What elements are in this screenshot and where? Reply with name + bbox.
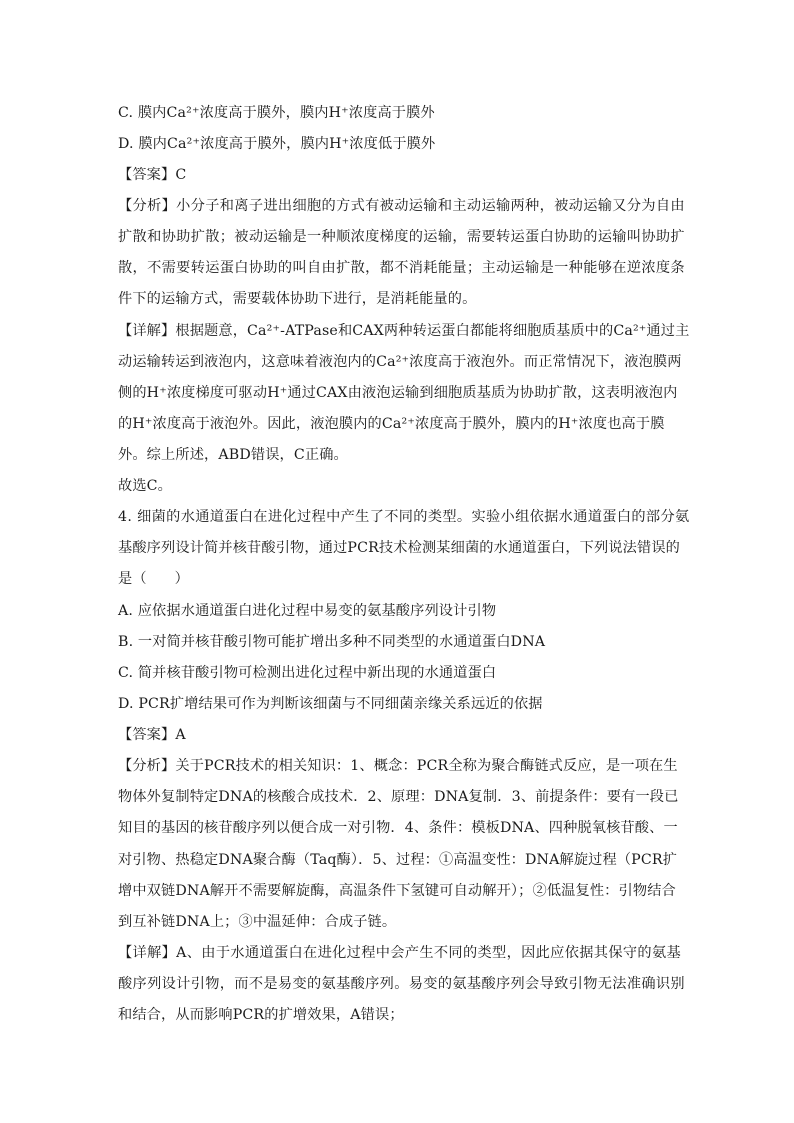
- analysis-line: 件下的运输方式，需要载体协助下进行，是消耗能量的。: [118, 291, 477, 307]
- analysis-line: 增中双链DNA解开不需要解旋酶，高温条件下氢键可自动解开）；②低温复性：引物结合: [118, 883, 676, 899]
- answer-line: 【答案】A: [118, 727, 186, 743]
- option-d-line: D. 膜内Ca²⁺浓度高于膜外，膜内H⁺浓度低于膜外: [118, 136, 436, 152]
- analysis-line: 【分析】小分子和离子进出细胞的方式有被动运输和主动运输两种，被动运输又分为自由: [118, 198, 685, 214]
- option-a-line: A. 应依据水通道蛋白进化过程中易变的氨基酸序列设计引物: [118, 603, 497, 619]
- option-c-line: C. 膜内Ca²⁺浓度高于膜外，膜内H⁺浓度高于膜外: [118, 105, 435, 121]
- option-b-line: B. 一对简并核苷酸引物可能扩增出多种不同类型的水通道蛋白DNA: [118, 634, 546, 650]
- answer-line: 【答案】C: [118, 167, 187, 183]
- analysis-line: 知目的基因的核苷酸序列以便合成一对引物．4、条件：模板DNA、四种脱氧核苷酸、一: [118, 820, 678, 836]
- explanation-line: 侧的H⁺浓度梯度可驱动H⁺通过CAX由液泡运输到细胞质基质为协助扩散，这表明液泡内: [118, 385, 678, 401]
- analysis-line: 对引物、热稳定DNA聚合酶（Taq酶）．5、过程：①高温变性：DNA解旋过程（PCR扩: [118, 852, 678, 868]
- explanation-line: 【详解】根据题意，Ca²⁺-ATPase和CAX两种转运蛋白都能将细胞质基质中的Ca²⁺通过主: [118, 323, 690, 339]
- analysis-line: 物体外复制特定DNA的核酸合成技术．2、原理：DNA复制．3、前提条件：要有一段已: [118, 789, 679, 805]
- analysis-line: 散，不需要转运蛋白协助的叫自由扩散，都不消耗能量；主动运输是一种能够在逆浓度条: [118, 260, 685, 276]
- question-line: 是（ ）: [118, 571, 189, 587]
- explanation-line: 的H⁺浓度高于液泡外。因此，液泡膜内的Ca²⁺浓度高于膜外，膜内的H⁺浓度也高于膜: [118, 416, 665, 432]
- analysis-line: 扩散和协助扩散；被动运输是一种顺浓度梯度的运输，需要转运蛋白协助的运输叫协助扩: [118, 229, 685, 245]
- explanation-line: 【详解】A、由于水通道蛋白在进化过程中会产生不同的类型，因此应依据其保守的氨基: [118, 945, 682, 961]
- choice-line: 故选C。: [118, 478, 173, 494]
- question-line: 4. 细菌的水通道蛋白在进化过程中产生了不同的类型。实验小组依据水通道蛋白的部分氨: [118, 509, 690, 525]
- analysis-line: 【分析】关于PCR技术的相关知识：1、概念：PCR全称为聚合酶链式反应，是一项在生: [118, 758, 678, 774]
- question-line: 基酸序列设计简并核苷酸引物，通过PCR技术检测某细菌的水通道蛋白，下列说法错误的: [118, 540, 681, 556]
- explanation-line: 和结合，从而影响PCR的扩增效果，A错误；: [118, 1007, 404, 1023]
- explanation-line: 外。综上所述，ABD错误，C正确。: [118, 447, 348, 463]
- explanation-line: 酸序列设计引物，而不是易变的氨基酸序列。易变的氨基酸序列会导致引物无法准确识别: [118, 976, 685, 992]
- option-d-line: D. PCR扩增结果可作为判断该细菌与不同细菌亲缘关系远近的依据: [118, 696, 543, 712]
- analysis-line: 到互补链DNA上；③中温延伸：合成子链。: [118, 914, 397, 930]
- option-c-line: C. 简并核苷酸引物可检测出进化过程中新出现的水通道蛋白: [118, 665, 497, 681]
- explanation-line: 动运输转运到液泡内，这意味着液泡内的Ca²⁺浓度高于液泡外。而正常情况下，液泡膜两: [118, 354, 682, 370]
